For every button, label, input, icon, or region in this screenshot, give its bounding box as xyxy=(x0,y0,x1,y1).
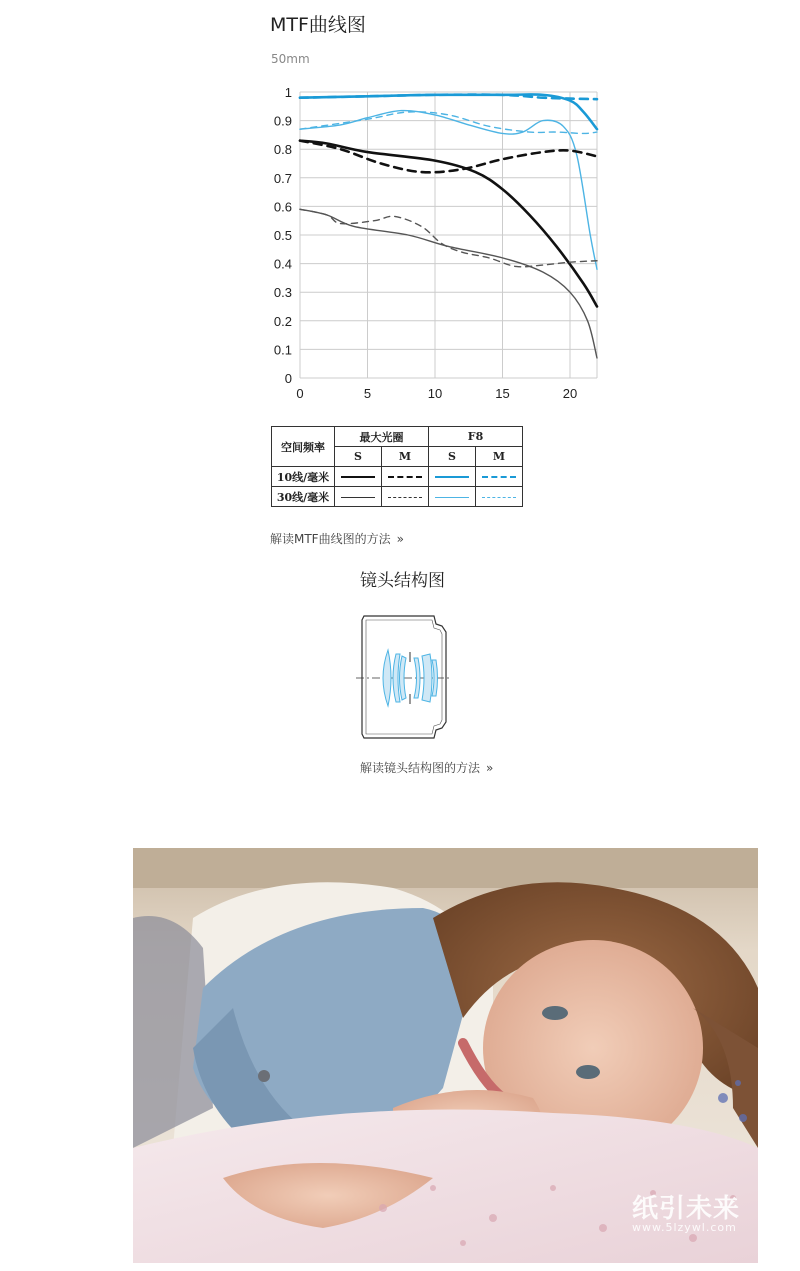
legend-col-header: 空间频率 xyxy=(272,427,335,467)
legend-m-f8: M xyxy=(476,447,523,467)
legend-swatch-lightblue-solid xyxy=(429,487,476,507)
x-tick-label: 10 xyxy=(427,386,443,401)
mtf-howto-link[interactable] xyxy=(270,530,404,547)
y-tick-label: 0.4 xyxy=(273,256,292,272)
page-title: MTF曲线图 xyxy=(270,14,366,36)
legend-swatch-black-solid xyxy=(335,467,382,487)
mtf-series-line-3 xyxy=(300,111,597,270)
legend-swatch-black-dash xyxy=(382,467,429,487)
watermark-logo-text: 纸引未来 xyxy=(632,1194,741,1224)
legend-swatch-blue-solid xyxy=(429,467,476,487)
lens-structure-diagram xyxy=(356,610,456,744)
mtf-chart xyxy=(270,80,605,410)
y-tick-label: 0.8 xyxy=(273,142,292,158)
watermark-url: www.5lzywl.com xyxy=(632,1221,737,1234)
legend-swatch-blue-dash xyxy=(476,467,523,487)
y-tick-label: 0.2 xyxy=(273,313,292,329)
chart-subtitle: 50mm xyxy=(271,52,310,66)
y-tick-label: 0.5 xyxy=(273,228,292,243)
x-tick-label: 20 xyxy=(562,386,578,401)
y-tick-label: 0.6 xyxy=(273,199,292,215)
legend-m-max: M xyxy=(382,447,429,467)
legend-row-30: 30线/毫米 xyxy=(272,487,335,507)
mtf-series-line-4 xyxy=(300,112,597,134)
legend-swatch-lightblue-dash xyxy=(476,487,523,507)
x-tick-label: 0 xyxy=(296,386,304,401)
x-tick-label: 15 xyxy=(495,386,510,401)
mtf-series-line-8 xyxy=(300,209,597,267)
y-tick-label: 0.1 xyxy=(273,342,292,358)
y-tick-label: 0.7 xyxy=(273,170,292,186)
mtf-series-line-7 xyxy=(300,209,597,358)
watermark xyxy=(632,1188,740,1234)
chevron-right-icon: » xyxy=(396,532,404,546)
lens-howto-label: 解读镜头结构图的方法 xyxy=(360,761,481,775)
legend-s-max: S xyxy=(335,447,382,467)
x-tick-label: 5 xyxy=(363,386,372,401)
legend-group-max: 最大光圈 xyxy=(335,427,429,447)
legend-swatch-gray-dash xyxy=(382,487,429,507)
y-tick-label: 0.3 xyxy=(273,285,292,301)
y-tick-label: 0.9 xyxy=(273,113,292,129)
legend-s-f8: S xyxy=(429,447,476,467)
mtf-series-line-6 xyxy=(300,141,597,173)
y-tick-label: 1 xyxy=(284,85,292,100)
lens-structure-title: 镜头结构图 xyxy=(360,571,445,591)
mtf-legend-table xyxy=(271,426,523,507)
mtf-howto-label: 解读MTF曲线图的方法 xyxy=(270,532,391,546)
lens-howto-link[interactable] xyxy=(360,759,493,776)
chevron-right-icon: » xyxy=(486,761,494,775)
legend-row-10: 10线/毫米 xyxy=(272,467,335,487)
legend-group-f8: F8 xyxy=(429,427,523,447)
legend-swatch-gray-solid xyxy=(335,487,382,507)
y-tick-label: 0 xyxy=(284,371,292,386)
